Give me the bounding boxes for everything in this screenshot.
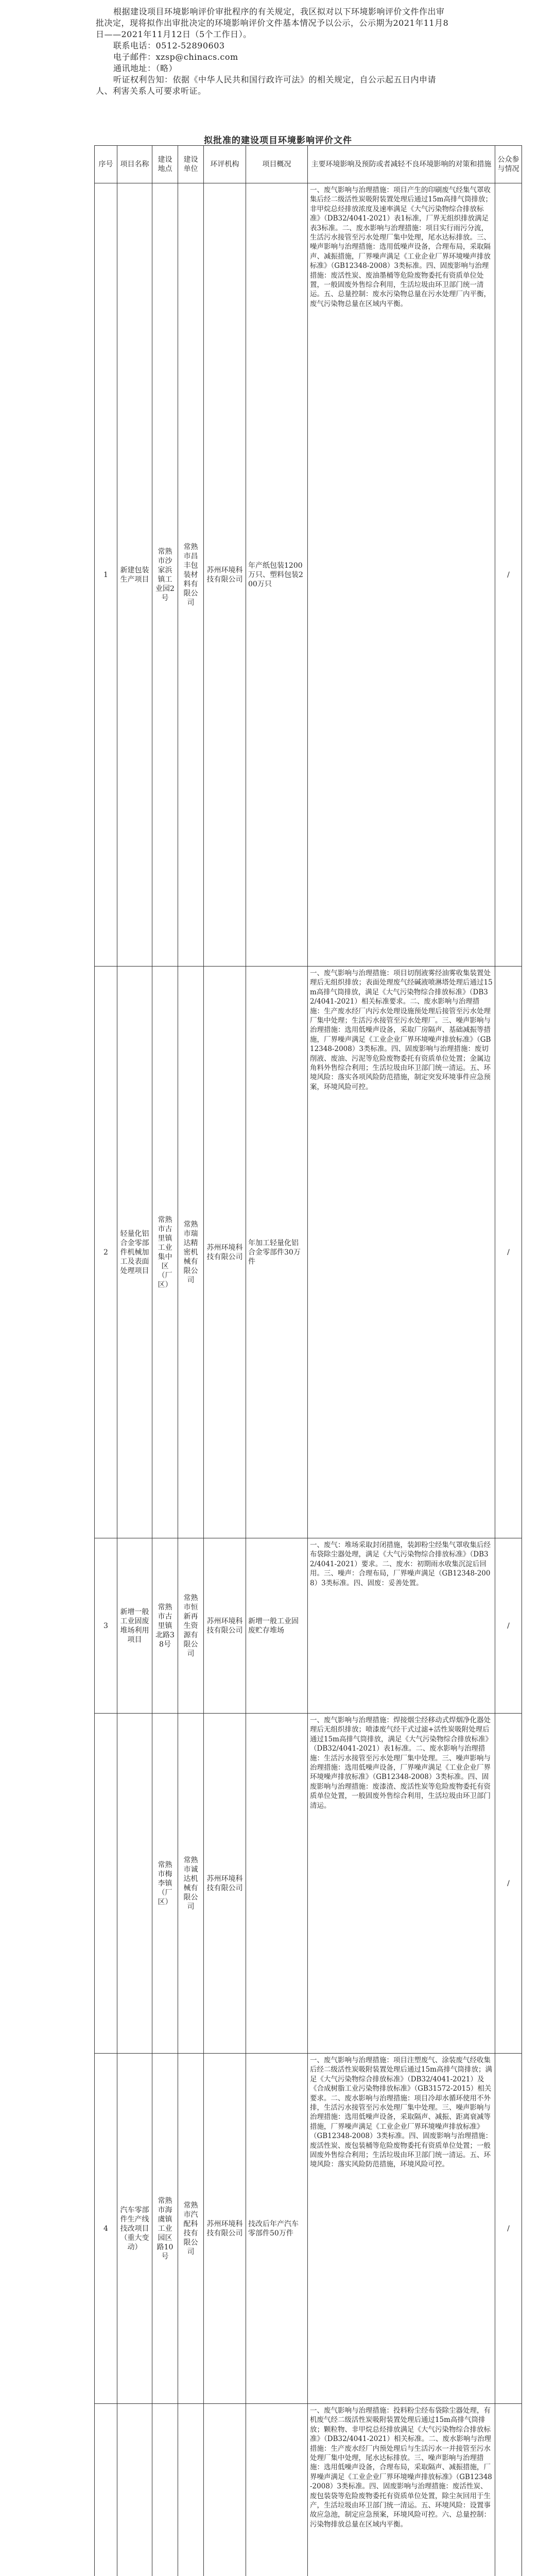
header-agency: 环评机构 bbox=[204, 146, 246, 183]
row-owner: 常熟市昌丰包装材料有限公司 bbox=[178, 183, 204, 967]
row-public: / bbox=[495, 1538, 522, 1714]
header-no: 序号 bbox=[95, 146, 117, 183]
header-impact: 主要环境影响及预防或者减轻不良环境影响的对策和措施 bbox=[308, 146, 495, 183]
table-row bbox=[95, 1538, 522, 1714]
row-owner: 常熟市汽配科技有限公司 bbox=[178, 2054, 204, 2404]
row-no: 4 bbox=[95, 2054, 117, 2404]
row-impact: 一、废气影响与治理措施：项目切削液雾经油雾收集装置处理后无组织排放；表面处理废气经碱液喷淋塔处理后通过15m高排气筒排放，满足《大气污染物综合排放标准》（DB32/4041-2021）相关标准要求。二、废水影响与治理措施：生产废水经厂内污水处理设施预处理后接管至污水处理厂集中处理；生活污水接管至污水处理厂。三、噪声影响与治理措施：选用低噪声设备，采取厂房隔声、基础减振等措施，厂界噪声满足《工业企业厂界环境噪声排放标准》（GB12348-2008）3类标准。四、固废影响与治理措施：废切削液、废油、污泥等危险废物委托有资质单位处置；金属边角料外售综合利用；生活垃圾由环卫部门统一清运。五、环境风险：落实各项风险防范措施，制定突发环境事件应急预案，环境风险可控。 bbox=[308, 967, 495, 1538]
row-summary bbox=[246, 2404, 308, 2576]
row-public: / bbox=[495, 1714, 522, 2054]
row-location: 常熟市古里镇北路38号 bbox=[152, 1538, 178, 1714]
row-name: 新增一般工业固废堆场利用项目 bbox=[117, 1538, 152, 1714]
row-impact: 一、废气影响与治理措施：项目产生的印刷废气经集气罩收集后经二级活性炭吸附装置处理后通过15m高排气筒排放；非甲烷总烃排放浓度及速率满足《大气污染物综合排放标准》（DB32/4041-2021）表1标准，厂界无组织排放满足表3标准。二、废水影响与治理措施：项目实行雨污分流，生活污水接管至污水处理厂集中处理，尾水达标排放。三、噪声影响与治理措施：选用低噪声设备，合理布局，采取隔声、减振措施，厂界噪声满足《工业企业厂界环境噪声排放标准》（GB12348-2008）3类标准。四、固废影响与治理措施：废活性炭、废油墨桶等危险废物委托有资质单位处置，一般固废外售综合利用，生活垃圾由环卫部门统一清运。五、总量控制：废水污染物总量在污水处理厂内平衡，废气污染物总量在区域内平衡。 bbox=[308, 183, 495, 967]
row-agency: 苏州环境科技有限公司 bbox=[204, 1714, 246, 2054]
contact-phone: 联系电话：0512-52890603 bbox=[113, 41, 225, 50]
table-row bbox=[95, 1714, 522, 2054]
hearing-notice: 听证权利告知：依据《中华人民共和国行政许可法》的相关规定，自公示起五日内申请人、利害关系人可要求听证。 bbox=[96, 75, 437, 96]
row-no bbox=[95, 1714, 117, 2054]
row-summary: 新增一般工业固废贮存堆场 bbox=[246, 1538, 308, 1714]
row-location: 常熟市梅李镇（厂区） bbox=[152, 1714, 178, 2054]
row-public bbox=[495, 2404, 522, 2576]
row-impact: 一、废气影响与治理措施：投料粉尘经布袋除尘器处理，有机废气经二级活性炭吸附装置处理后通过15m高排气筒排放；颗粒物、非甲烷总烃排放满足《大气污染物综合排放标准》（DB32/4041-2021）相关标准。二、废水影响与治理措施：生产废水经厂内预处理后与生活污水一并接管至污水处理厂集中处理，尾水达标排放。三、噪声影响与治理措施：选用低噪声设备，合理布局，采取隔声、减振措施，厂界噪声满足《工业企业厂界环境噪声排放标准》（GB12348-2008）3类标准。四、固废影响与治理措施：废活性炭、废包装袋等危险废物委托有资质单位处置，除尘灰回用于生产，生活垃圾由环卫部门统一清运。五、环境风险：设置事故应急池，制定应急预案，环境风险可控。六、总量控制：污染物排放总量在区域内平衡。 bbox=[308, 2404, 495, 2576]
row-no: 3 bbox=[95, 1538, 117, 1714]
row-summary: 技改后年产汽车零部件50万件 bbox=[246, 2054, 308, 2404]
table-row bbox=[95, 2054, 522, 2404]
row-name: 轻量化铝合金零部件机械加工及表面处理项目 bbox=[117, 967, 152, 1538]
projects-table bbox=[94, 145, 522, 2576]
row-owner bbox=[178, 2404, 204, 2576]
table-caption: 拟批准的建设项目环境影响评价文件 bbox=[204, 135, 352, 146]
row-owner: 常熟市诚达机械有限公司 bbox=[178, 1714, 204, 2054]
row-name: 汽车零部件生产线技改项目（重大变动） bbox=[117, 2054, 152, 2404]
row-owner: 常熟市恒新再生资源有限公司 bbox=[178, 1538, 204, 1714]
row-summary bbox=[246, 1714, 308, 2054]
row-agency bbox=[204, 2404, 246, 2576]
row-owner: 常熟市瑞达精密机械有限公司 bbox=[178, 967, 204, 1538]
row-name: 新建包装生产项目 bbox=[117, 183, 152, 967]
contact-email[interactable]: 电子邮件：xzsp@chinacs.com bbox=[113, 52, 238, 62]
row-agency: 苏州环境科技有限公司 bbox=[204, 1538, 246, 1714]
row-location bbox=[152, 2404, 178, 2576]
row-agency: 苏州环境科技有限公司 bbox=[204, 2054, 246, 2404]
row-agency: 苏州环境科技有限公司 bbox=[204, 967, 246, 1538]
contact-address: 通讯地址：（略） bbox=[113, 63, 178, 73]
header-name: 项目名称 bbox=[117, 146, 152, 183]
row-impact: 一、废气影响与治理措施：焊接烟尘经移动式焊烟净化器处理后无组织排放；喷漆废气经干式过滤+活性炭吸附处理后通过15m高排气筒排放，满足《大气污染物综合排放标准》（DB32/4041-2021）表1标准。二、废水影响与治理措施：生活污水接管至污水处理厂集中处理。三、噪声影响与治理措施：选用低噪声设备，厂界噪声满足《工业企业厂界环境噪声排放标准》（GB12348-2008）3类标准。四、固废影响与治理措施：废漆渣、废活性炭等危险废物委托有资质单位处置，一般固废外售综合利用，生活垃圾由环卫部门清运。 bbox=[308, 1714, 495, 2054]
row-no bbox=[95, 2404, 117, 2576]
row-agency: 苏州环境科技有限公司 bbox=[204, 183, 246, 967]
row-public: / bbox=[495, 183, 522, 967]
row-summary: 年加工轻量化铝合金零部件30万件 bbox=[246, 967, 308, 1538]
table-row bbox=[95, 2404, 522, 2576]
header-owner: 建设单位 bbox=[178, 146, 204, 183]
row-name bbox=[117, 1714, 152, 2054]
row-no: 2 bbox=[95, 967, 117, 1538]
row-location: 常熟市沙家浜镇工业园2号 bbox=[152, 183, 178, 967]
header-location: 建设地点 bbox=[152, 146, 178, 183]
row-impact: 一、废气：堆场采取封闭措施，装卸粉尘经集气罩收集后经布袋除尘器处理，满足《大气污染物综合排放标准》（DB32/4041-2021）要求。二、废水：初期雨水收集沉淀后回用。三、噪声：合理布局，厂界噪声满足（GB12348-2008）3类标准。四、固废：妥善处置。 bbox=[308, 1538, 495, 1714]
row-public: / bbox=[495, 967, 522, 1538]
row-location: 常熟市海虞镇工业园区路10号 bbox=[152, 2054, 178, 2404]
row-location: 常熟市古里镇工业集中区（厂区） bbox=[152, 967, 178, 1538]
table-row bbox=[95, 967, 522, 1538]
header-summary: 项目概况 bbox=[246, 146, 308, 183]
row-no: 1 bbox=[95, 183, 117, 967]
table-row bbox=[95, 183, 522, 967]
row-impact: 一、废气影响与治理措施：项目注塑废气、涂装废气经收集后经二级活性炭吸附装置处理后通过15m高排气筒排放；满足《大气污染物综合排放标准》（DB32/4041-2021）及《合成树脂工业污染物排放标准》（GB31572-2015）相关要求。二、废水影响与治理措施：项目冷却水循环使用不外排，生活污水接管至污水处理厂集中处理。三、噪声影响与治理措施：选用低噪声设备，采取隔声、减振、距离衰减等措施，厂界噪声满足《工业企业厂界环境噪声排放标准》（GB12348-2008）3类标准。四、固废影响与治理措施：废活性炭、废包装桶等危险废物委托有资质单位处置；一般固废外售综合利用；生活垃圾由环卫部门统一清运。五、环境风险：落实风险防范措施，环境风险可控。 bbox=[308, 2054, 495, 2404]
intro-paragraph: 根据建设项目环境影响评价审批程序的有关规定，我区拟对以下环境影响评价文件作出审批决定，现将拟作出审批决定的环境影响评价文件基本情况予以公示，公示期为2021年11月8日——2021年11月12日（5个工作日）。 bbox=[96, 7, 449, 39]
row-public: / bbox=[495, 2054, 522, 2404]
row-name bbox=[117, 2404, 152, 2576]
announcement-intro bbox=[96, 6, 451, 97]
header-public: 公众参与情况 bbox=[495, 146, 522, 183]
table-header-row bbox=[95, 146, 522, 183]
row-summary: 年产纸包装1200万只、塑料包装200万只 bbox=[246, 183, 308, 967]
